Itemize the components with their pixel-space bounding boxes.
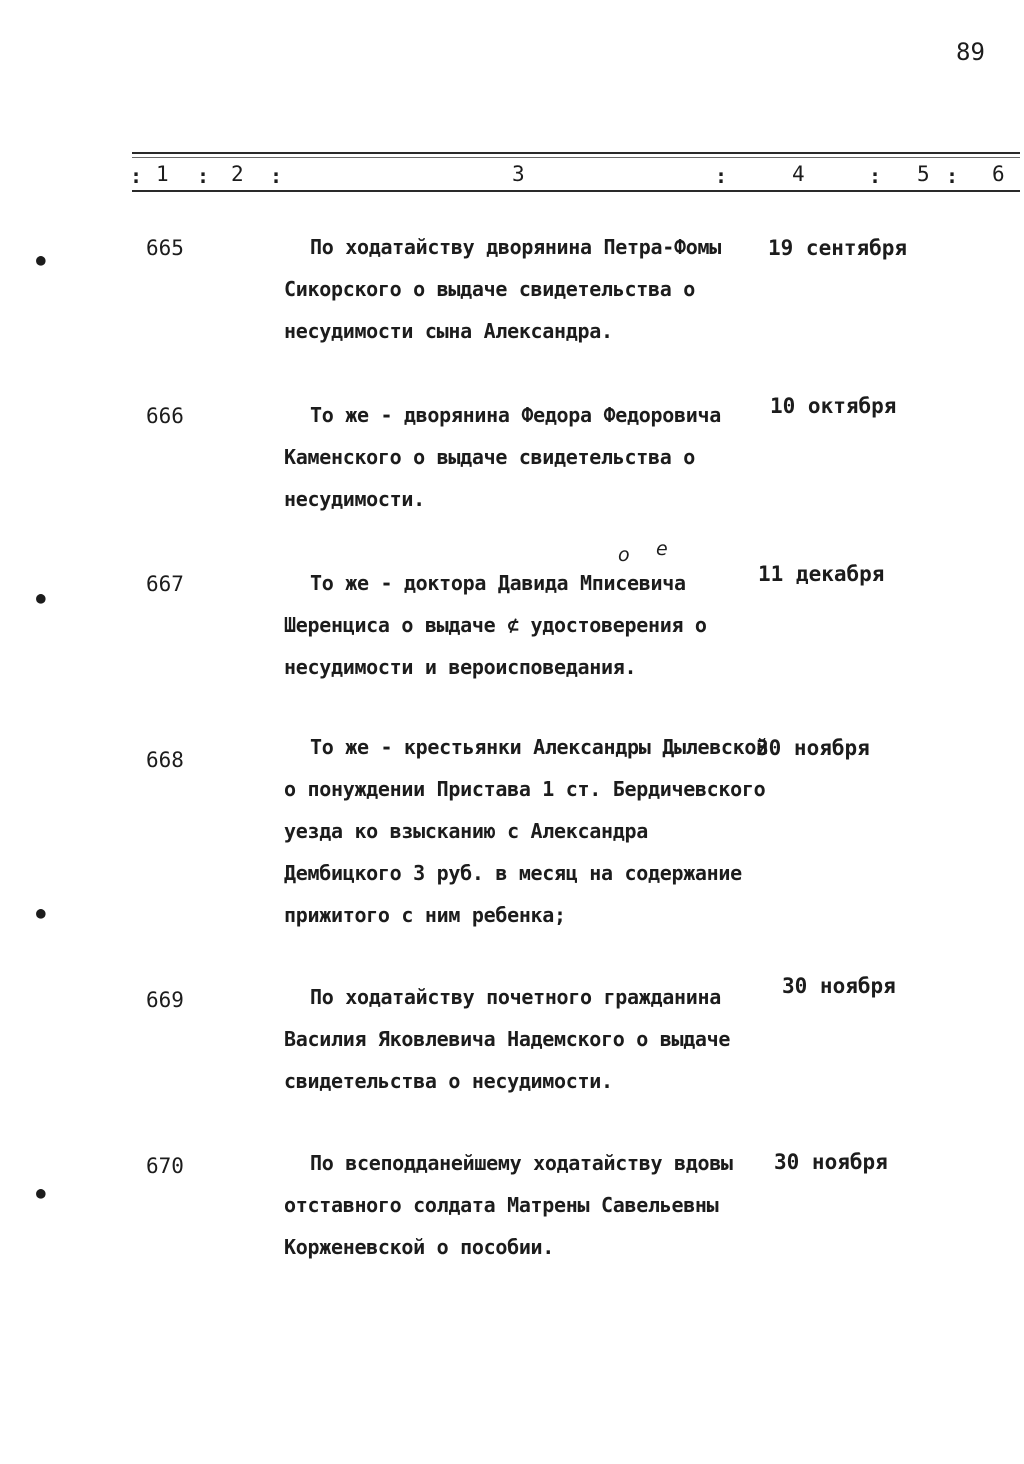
binder-hole-icon: ● xyxy=(36,588,46,607)
record-date: 30 ноября xyxy=(756,736,870,760)
record-date: 10 октября xyxy=(770,394,897,418)
page-number: 89 xyxy=(956,38,985,66)
column-header-2: 2 xyxy=(231,162,244,186)
column-separator: ։ xyxy=(869,164,882,188)
record-number: 668 xyxy=(146,748,184,772)
record-date: 11 декабря xyxy=(758,562,885,586)
binder-hole-icon: ● xyxy=(36,903,46,922)
record-date: 30 ноября xyxy=(782,974,896,998)
column-header-4: 4 xyxy=(792,162,805,186)
binder-hole-icon: ● xyxy=(36,250,46,269)
header-rule-top xyxy=(132,152,1020,154)
handwritten-correction: о xyxy=(618,544,630,566)
record-description: То же - дворянина Федора Федоровича Каменского о выдаче свидетельства о несудимости. xyxy=(284,403,721,511)
record-description: По всеподданейшему ходатайству вдовы отставного солдата Матрены Савельевны Корженевской о пособии. xyxy=(284,1151,733,1259)
record-description: По ходатайству дворянина Петра-Фомы Сикорского о выдаче свидетельства о несудимости сына Александра. xyxy=(284,235,721,343)
record-number: 667 xyxy=(146,572,184,596)
record-number: 670 xyxy=(146,1154,184,1178)
column-separator: ։ xyxy=(715,164,728,188)
column-separator: ։ xyxy=(270,164,283,188)
column-separator: ։ xyxy=(130,164,143,188)
header-rule-top-thin xyxy=(132,157,1020,158)
column-separator: ։ xyxy=(197,164,210,188)
record-number: 666 xyxy=(146,404,184,428)
record-description: То же - крестьянки Александры Дылевской о понуждении Пристава 1 ст. Бердичевского уезда ко взысканию с Александра Дембицкого 3 руб. в месяц на содержание прижитого с ним ребенка; xyxy=(284,735,768,927)
record-number: 665 xyxy=(146,236,184,260)
column-header-1: 1 xyxy=(156,162,169,186)
record-description: По ходатайству почетного гражданина Василия Яковлевича Надемского о выдаче свидетельства о несудимости. xyxy=(284,985,731,1093)
handwritten-correction: е xyxy=(656,538,668,560)
column-header-5: 5 xyxy=(917,162,930,186)
record-number: 669 xyxy=(146,988,184,1012)
binder-hole-icon: ● xyxy=(36,1183,46,1202)
column-separator: ։ xyxy=(946,164,959,188)
header-rule-bottom xyxy=(132,190,1020,192)
record-date: 19 сентября xyxy=(768,236,908,260)
column-header-6: 6 xyxy=(992,162,1005,186)
record-date: 30 ноября xyxy=(774,1150,888,1174)
column-header-3: 3 xyxy=(512,162,525,186)
record-description: То же - доктора Давида Мписевича Шеренциса о выдаче ⊄ удостоверения о несудимости и вероисповедания. xyxy=(284,571,707,679)
